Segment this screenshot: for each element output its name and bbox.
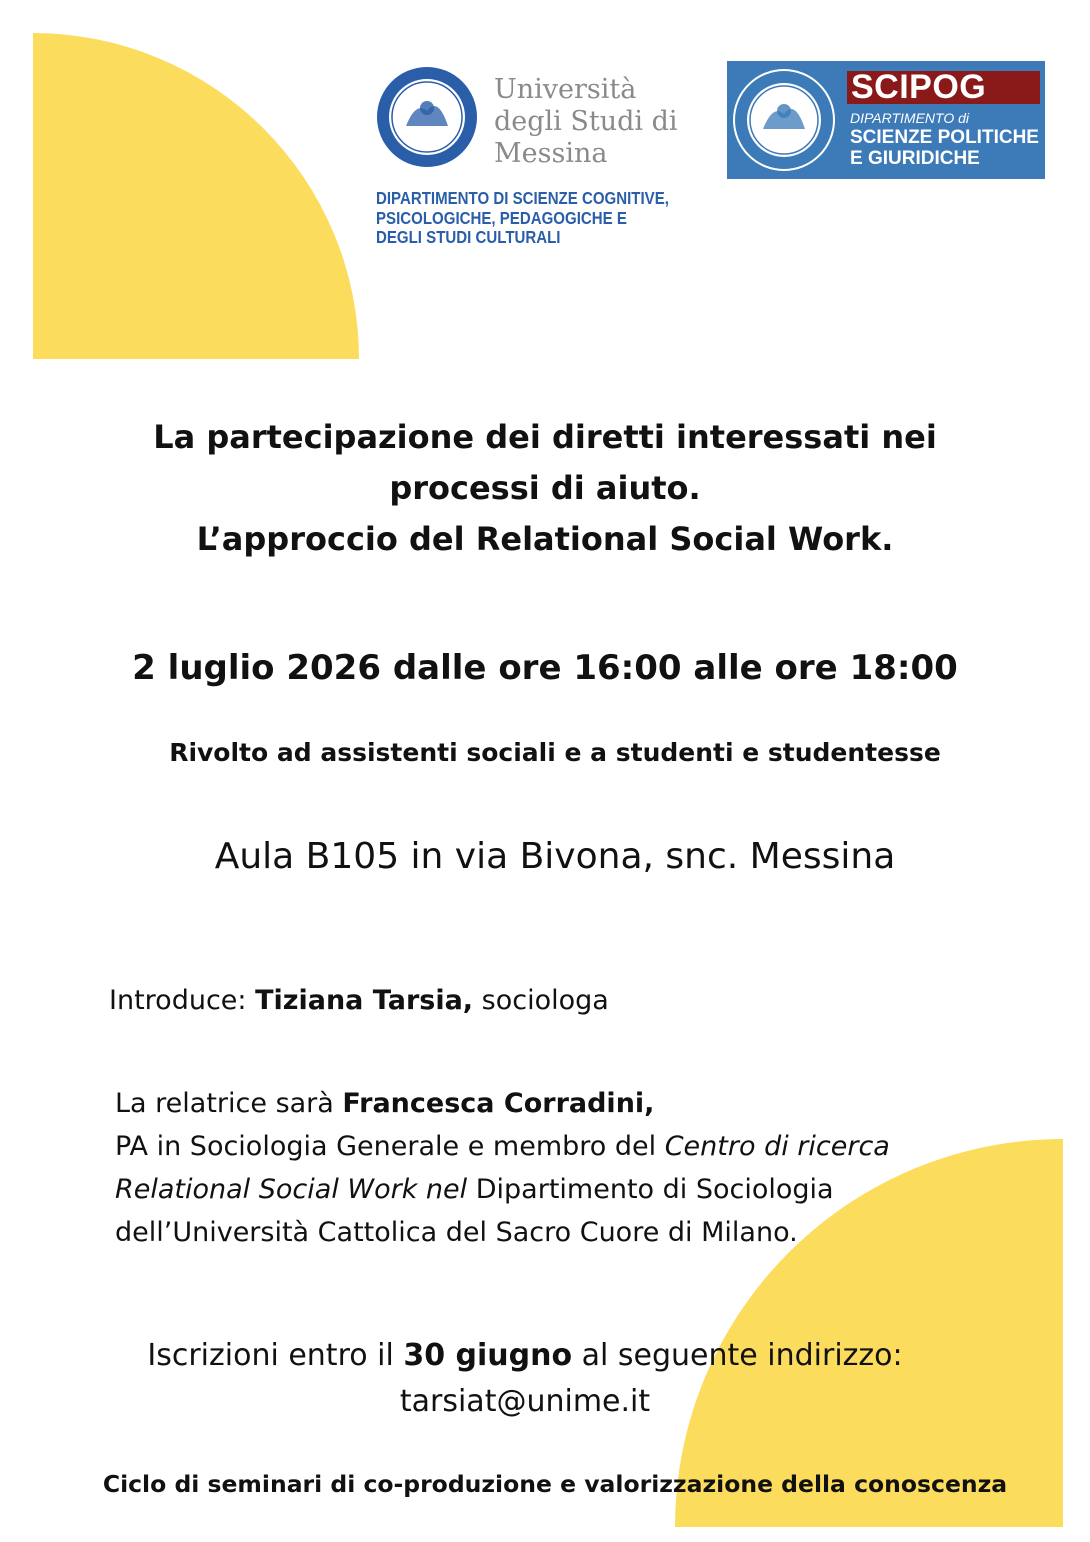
event-intro: Introduce: Tiziana Tarsia, sociologa: [109, 985, 609, 1016]
event-date: 2 luglio 2026 dalle ore 16:00 alle ore 18:00: [132, 648, 958, 688]
university-name: Università degli Studi di Messina: [494, 74, 678, 169]
scipog-subtitle: DIPARTIMENTO di SCIENZE POLITICHE E GIURIDICHE: [850, 110, 1039, 169]
scipog-title: SCIPOG: [847, 71, 1040, 104]
seminar-cycle: Ciclo di seminari di co-produzione e valorizzazione della conoscenza: [102, 1470, 1008, 1498]
event-audience: Rivolto ad assistenti sociali e a studenti e studentesse: [169, 738, 941, 767]
university-seal-icon: [376, 66, 478, 168]
decorative-quarter-circle-top-left: [33, 33, 359, 359]
intro-name: Tiziana Tarsia,: [255, 985, 474, 1016]
scipog-logo: [727, 61, 1045, 179]
speaker-name: Francesca Corradini,: [342, 1088, 655, 1119]
registration-email: tarsiat@unime.it: [399, 1384, 651, 1419]
registration-info: Iscrizioni entro il 30 giugno al seguente indirizzo: tarsiat@unime.it: [0, 1333, 1070, 1425]
registration-deadline: 30 giugno: [403, 1338, 573, 1373]
event-title: La partecipazione dei diretti interessati nei processi di aiuto. L’approccio del Relational Social Work.: [153, 418, 937, 558]
university-seal-icon: [733, 69, 835, 171]
event-venue: Aula B105 in via Bivona, snc. Messina: [214, 836, 896, 877]
event-speaker: La relatrice sarà Francesca Corradini, PA in Sociologia Generale e membro del Centro di ricerca Relational Social Work nel Dipartimento di Sociologia dell’Università Cattolica del Sacro Cuore di Milano.: [115, 1088, 890, 1248]
department-name: DIPARTIMENTO DI SCIENZE COGNITIVE, PSICOLOGICHE, PEDAGOGICHE E DEGLI STUDI CULTURALI: [376, 188, 669, 247]
